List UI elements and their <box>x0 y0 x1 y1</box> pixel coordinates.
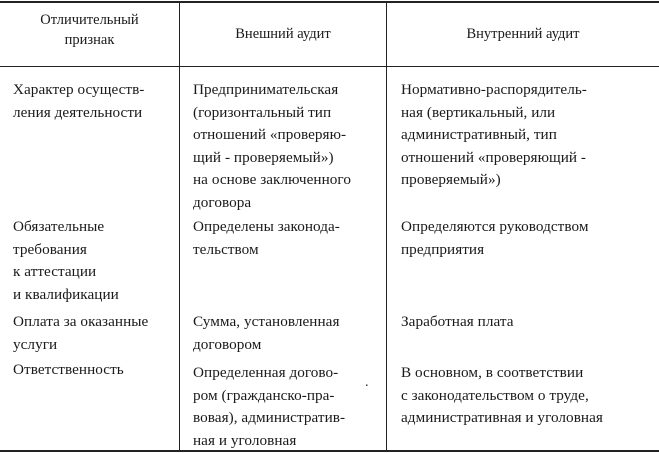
table-top-rule <box>0 1 659 3</box>
row4-external: Определенная догово- ром (гражданско-пра- вовая), административ- ная и уголовная <box>193 364 346 449</box>
row1-external: Предпринимательская (горизонтальный тип отношений «проверяю- щий - проверяемый») на основе заключенного договора <box>193 81 351 211</box>
row1-internal: Нормативно-распорядитель- ная (вертикальный, или административный, тип отношений «проверяющий - проверяемый») <box>401 81 587 188</box>
row2-feature: Обязательные требования к аттестации и квалификации <box>13 218 119 303</box>
column-divider-2 <box>386 2 387 450</box>
row2-external: Определены законода- тельством <box>193 218 340 258</box>
column-divider-1 <box>179 2 180 450</box>
header-separator-rule <box>0 66 659 67</box>
header-external-audit: Внешний аудит <box>235 26 331 42</box>
row4-feature: Ответственность <box>13 361 124 378</box>
row3-feature: Оплата за оказанные услуги <box>13 313 149 353</box>
row2-internal: Определяются руководством предприятия <box>401 218 589 258</box>
header-feature: Отличительный признак <box>40 12 139 48</box>
header-internal-audit: Внутренний аудит <box>466 26 580 42</box>
row1-feature: Характер осуществ- ления деятельности <box>13 81 145 121</box>
stray-dot-mark: . <box>365 375 369 390</box>
row4-internal: В основном, в соответствии с законодательством о труде, административная и уголовная <box>401 364 603 426</box>
row3-external: Сумма, установленная договором <box>193 313 340 353</box>
row3-internal: Заработная плата <box>401 313 514 330</box>
